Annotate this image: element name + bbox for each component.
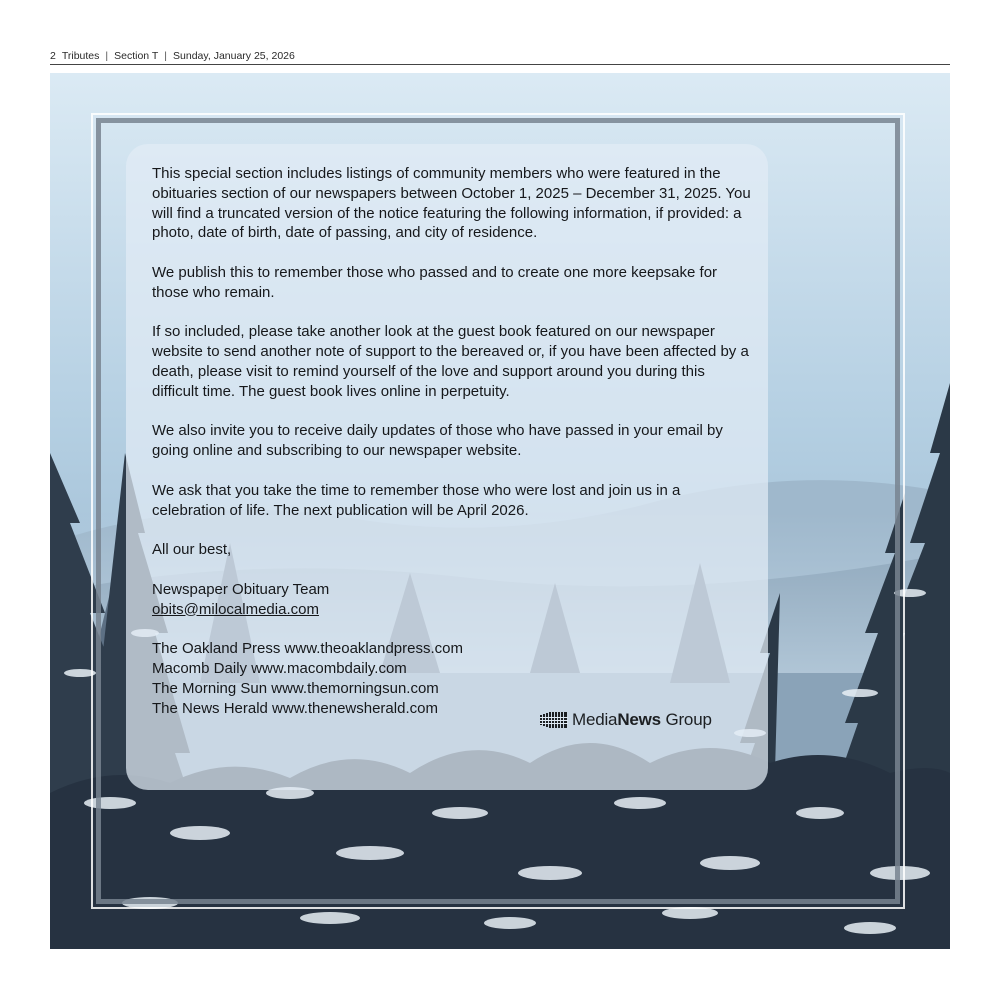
notice-content <box>152 164 752 718</box>
medianews-group-logo <box>540 708 712 732</box>
header-separator: | <box>164 50 168 62</box>
next-publication-paragraph: We ask that you take the time to remember those who were lost and join us in a celebration of life. The next publication will be April 2026. <box>152 481 681 519</box>
closing-line: All our best, <box>152 541 232 559</box>
newspaper-item: Macomb Daily www.macombdaily.com <box>152 659 407 677</box>
header-separator: | <box>105 50 109 62</box>
logo-news: News <box>617 710 661 729</box>
guest-book-paragraph: If so included, please take another look at the guest book featured on our newspaper website to send another note of support to the bereaved or, if you have been affected by a death, please visit to remind yourself of the love and support around you during this difficult time. The guest book lives online in perpetuity. <box>152 323 749 400</box>
intro-paragraph: This special section includes listings of community members who were featured in the obituaries section of our newspapers between October 1, 2025 – December 31, 2025. You will find a truncated version of the notice featuring the following information, if provided: a photo, date of birth, date of passing, and city of residence. <box>152 165 751 242</box>
issue-date: Sunday, January 25, 2026 <box>173 50 295 62</box>
logo-group: Group <box>665 710 712 729</box>
page-number: 2 <box>50 50 56 62</box>
newspaper-list <box>152 639 752 718</box>
section-label: Section T <box>114 50 159 62</box>
page-header <box>50 48 950 65</box>
newspaper-item: The Oakland Press www.theoaklandpress.com <box>152 640 463 658</box>
purpose-paragraph: We publish this to remember those who passed and to create one more keepsake for those who remain. <box>152 263 718 301</box>
grid-bars-icon <box>540 712 568 728</box>
newspaper-item: The Morning Sun www.themorningsun.com <box>152 679 439 697</box>
signature-line: Newspaper Obituary Team <box>152 580 330 598</box>
obituary-email-link[interactable]: obits@milocalmedia.com <box>152 600 319 618</box>
newspaper-item: The News Herald www.thenewsherald.com <box>152 699 438 717</box>
logo-media: Media <box>572 710 618 729</box>
subscription-paragraph: We also invite you to receive daily updates of those who have passed in your email by going online and subscribing to our newspaper website. <box>152 422 723 460</box>
section-name: Tributes <box>61 50 100 62</box>
